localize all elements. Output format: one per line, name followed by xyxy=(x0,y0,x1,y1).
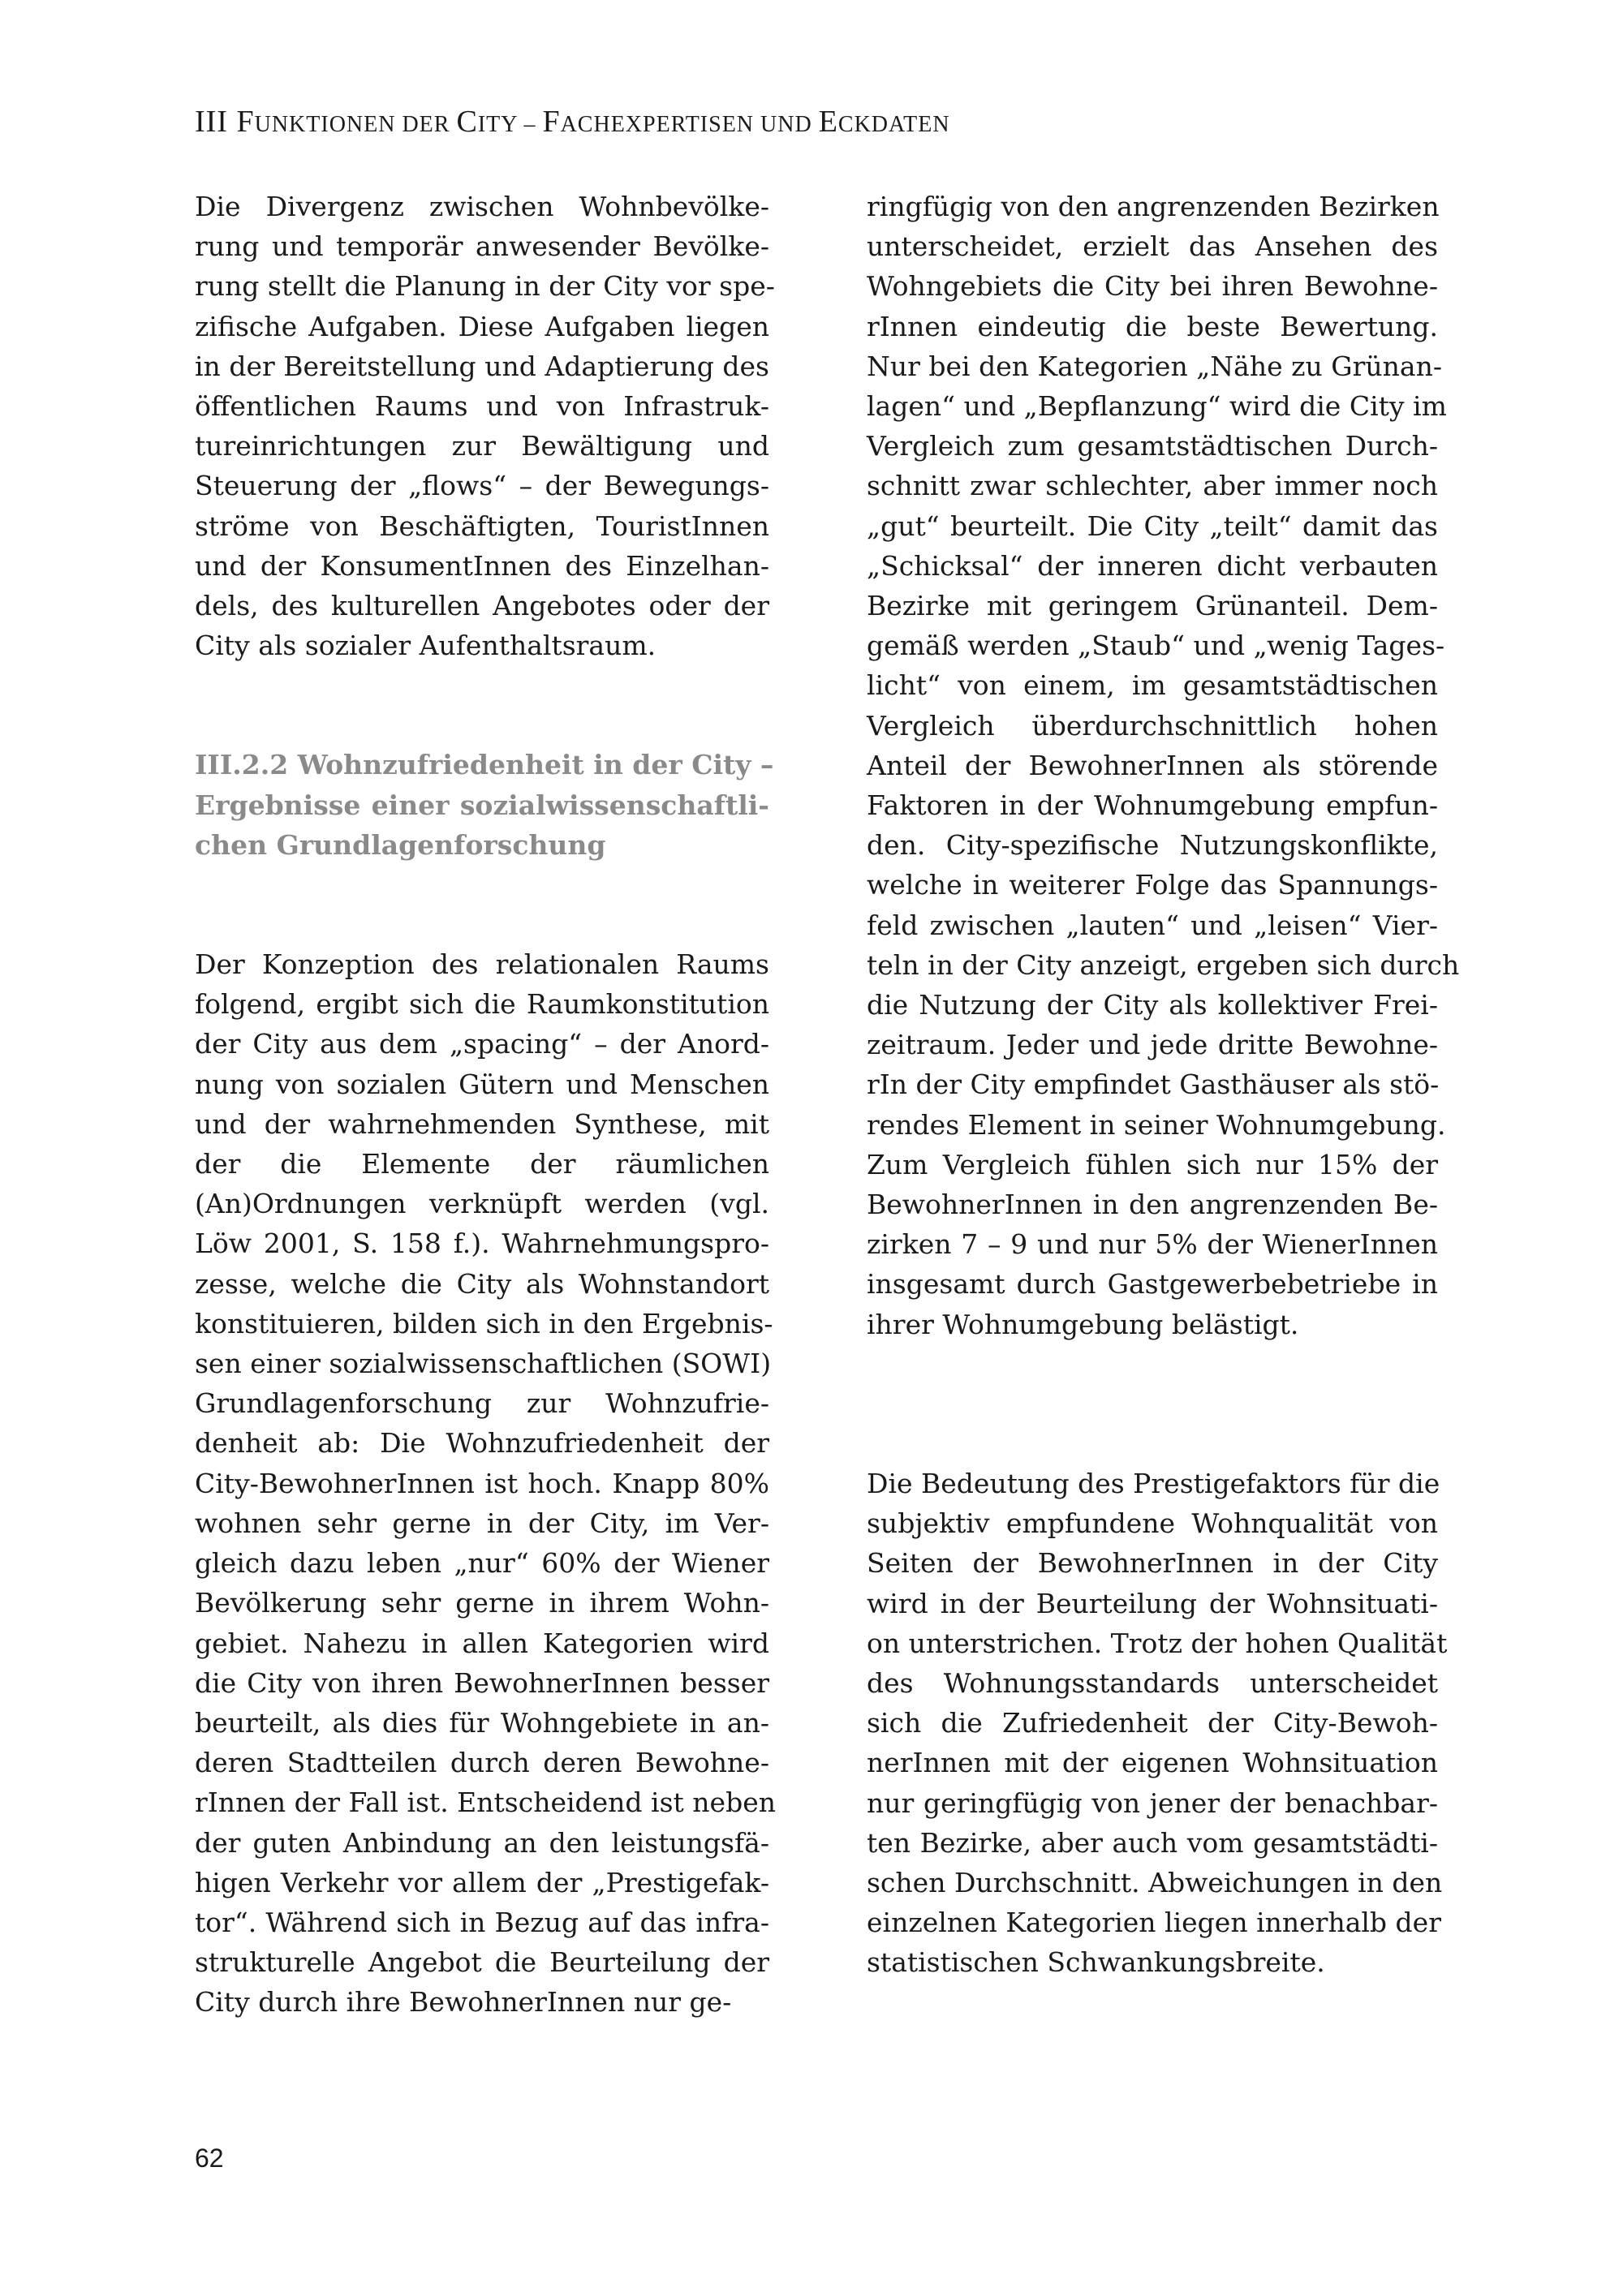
text-line: der City aus dem „spacing“ – der Anord- xyxy=(195,1028,769,1060)
text-line: sich die Zufriedenheit der City-Bewoh- xyxy=(867,1707,1438,1739)
text-line: Zum Vergleich fühlen sich nur 15% der xyxy=(867,1148,1438,1180)
paragraph-continuation xyxy=(867,187,1460,1344)
text-line: Ergebnisse einer sozialwissenschaftli- xyxy=(195,789,769,821)
text-line: tor“. Während sich in Bezug auf das infra- xyxy=(195,1906,769,1938)
text-line: beurteilt, als dies für Wohngebiete in an- xyxy=(195,1706,769,1739)
text-line: des Wohnungsstandards unterscheidet xyxy=(867,1666,1438,1699)
text-line: zesse, welche die City als Wohnstandort xyxy=(195,1267,769,1300)
text-line: dels, des kulturellen Angebotes oder der xyxy=(195,590,769,622)
text-line: rendes Element in seiner Wohnumgebung. xyxy=(867,1108,1446,1141)
text-line: unterscheidet, erzielt das Ansehen des xyxy=(867,230,1438,263)
text-line: Bevölkerung sehr gerne in ihrem Wohn- xyxy=(195,1587,769,1619)
text-line: deren Stadtteilen durch deren Bewohne- xyxy=(195,1747,769,1779)
text-line: rInnen eindeutig die beste Bewertung. xyxy=(867,310,1438,342)
text-line: den. City-spezifische Nutzungskonflikte, xyxy=(867,829,1438,862)
text-line: der die Elemente der räumlichen xyxy=(195,1148,769,1180)
text-line: on unterstrichen. Trotz der hohen Qualität xyxy=(867,1627,1448,1659)
text-line: sen einer sozialwissenschaftlichen (SOWI) xyxy=(195,1348,772,1380)
text-line: zirken 7 – 9 und nur 5% der WienerInnen xyxy=(867,1228,1438,1261)
text-line: ihrer Wohnumgebung belästigt. xyxy=(867,1308,1299,1340)
text-line: City durch ihre BewohnerInnen nur ge- xyxy=(195,1986,732,2019)
text-line: folgend, ergibt sich die Raumkonstitution xyxy=(195,988,769,1021)
running-head: III FUNKTIONEN DER CITY – FACHEXPERTISEN UND ECKDATEN xyxy=(195,105,950,139)
text-line: Löw 2001, S. 158 f.). Wahrnehmungspro- xyxy=(195,1228,769,1260)
text-line: BewohnerInnen in den angrenzenden Be- xyxy=(867,1189,1438,1221)
text-line: feld zwischen „lauten“ und „leisen“ Vier- xyxy=(867,909,1438,941)
text-line: III.2.2 Wohnzufriedenheit in der City – xyxy=(195,749,774,781)
text-line: teln in der City anzeigt, ergeben sich durch xyxy=(867,948,1460,981)
text-line: wohnen sehr gerne in der City, im Ver- xyxy=(195,1507,769,1539)
section-heading xyxy=(195,745,774,865)
text-line: Der Konzeption des relationalen Raums xyxy=(195,948,769,981)
text-line: (An)Ordnungen verknüpft werden (vgl. xyxy=(195,1188,769,1220)
text-line: gebiet. Nahezu in allen Kategorien wird xyxy=(195,1627,769,1659)
text-line: Seiten der BewohnerInnen in der City xyxy=(867,1547,1438,1580)
text-line: rung stellt die Planung in der City vor spe- xyxy=(195,270,775,303)
text-line: rIn der City empfindet Gasthäuser als stö- xyxy=(867,1068,1440,1101)
text-line: rung und temporär anwesender Bevölke- xyxy=(195,230,769,263)
text-line: Steuerung der „flows“ – der Bewegungs- xyxy=(195,470,769,502)
text-line: öffentlichen Raums und von Infrastruk- xyxy=(195,390,769,423)
text-line: denheit ab: Die Wohnzufriedenheit der xyxy=(195,1427,769,1460)
text-line: nur geringfügig von jener der benachbar- xyxy=(867,1786,1438,1819)
left-column xyxy=(195,187,776,2023)
text-line: City als sozialer Aufenthaltsraum. xyxy=(195,630,657,662)
text-line: rInnen der Fall ist. Entscheidend ist neben xyxy=(195,1786,776,1819)
text-line: gemäß werden „Staub“ und „wenig Tages- xyxy=(867,630,1445,662)
text-line: strukturelle Angebot die Beurteilung der xyxy=(195,1946,769,1979)
text-line: „Schicksal“ der inneren dicht verbauten xyxy=(867,549,1438,582)
text-line: nerInnen mit der eigenen Wohnsituation xyxy=(867,1747,1438,1779)
text-line: tureinrichtungen zur Bewältigung und xyxy=(195,430,769,462)
text-line: Die Divergenz zwischen Wohnbevölke- xyxy=(195,191,769,222)
text-line: higen Verkehr vor allem der „Prestigefak- xyxy=(195,1866,769,1898)
page-number: 62 xyxy=(195,2143,224,2173)
paragraph-prestigefaktor xyxy=(867,1464,1448,1983)
text-line: welche in weiterer Folge das Spannungs- xyxy=(867,869,1438,901)
text-line: die Nutzung der City als kollektiver Frei- xyxy=(867,989,1438,1021)
text-line: Vergleich überdurchschnittlich hohen xyxy=(867,709,1438,742)
text-line: in der Bereitstellung und Adaptierung des xyxy=(195,350,769,382)
text-line: ten Bezirke, aber auch vom gesamtstädti- xyxy=(867,1826,1438,1859)
text-line: einzelnen Kategorien liegen innerhalb der xyxy=(867,1907,1441,1939)
text-line: die City von ihren BewohnerInnen besser xyxy=(195,1666,769,1699)
right-column xyxy=(867,187,1460,1983)
text-line: Wohngebiets die City bei ihren Bewohne- xyxy=(867,270,1438,303)
text-line: Grundlagenforschung zur Wohnzufrie- xyxy=(195,1387,769,1420)
text-line: ströme von Beschäftigten, TouristInnen xyxy=(195,510,769,542)
text-line: wird in der Beurteilung der Wohnsituati- xyxy=(867,1587,1438,1619)
text-line: und der KonsumentInnen des Einzelhan- xyxy=(195,549,769,582)
text-line: gleich dazu leben „nur“ 60% der Wiener xyxy=(195,1547,769,1580)
text-line: „gut“ beurteilt. Die City „teilt“ damit das xyxy=(867,510,1438,542)
text-line: zeitraum. Jeder und jede dritte Bewohne- xyxy=(867,1029,1438,1061)
text-line: zifische Aufgaben. Diese Aufgaben liegen xyxy=(195,310,769,342)
text-line: Bezirke mit geringem Grünanteil. Dem- xyxy=(867,590,1438,622)
text-line: lagen“ und „Bepflanzung“ wird die City im xyxy=(867,390,1447,423)
paragraph-divergenz xyxy=(195,187,775,665)
text-line: und der wahrnehmenden Synthese, mit xyxy=(195,1107,769,1140)
text-line: Vergleich zum gesamtstädtischen Durch- xyxy=(867,430,1438,462)
text-line: konstituieren, bilden sich in den Ergebnis- xyxy=(195,1307,773,1339)
text-line: licht“ von einem, im gesamtstädtischen xyxy=(867,669,1438,702)
text-line: schnitt zwar schlechter, aber immer noch xyxy=(867,470,1438,502)
text-line: ringfügig von den angrenzenden Bezirken xyxy=(867,191,1440,222)
text-line: City-BewohnerInnen ist hoch. Knapp 80% xyxy=(195,1467,769,1499)
text-line: Nur bei den Kategorien „Nähe zu Grünan- xyxy=(867,350,1442,382)
text-line: der guten Anbindung an den leistungsfä- xyxy=(195,1826,769,1859)
text-line: insgesamt durch Gastgewerbebetriebe in xyxy=(867,1268,1438,1301)
text-line: Anteil der BewohnerInnen als störende xyxy=(867,749,1438,781)
text-line: schen Durchschnitt. Abweichungen in den xyxy=(867,1866,1443,1898)
paragraph-konzeption xyxy=(195,944,776,2022)
text-line: statistischen Schwankungsbreite. xyxy=(867,1946,1325,1979)
text-line: chen Grundlagenforschung xyxy=(195,828,606,861)
text-line: Faktoren in der Wohnumgebung empfun- xyxy=(867,789,1438,822)
text-line: nung von sozialen Gütern und Menschen xyxy=(195,1068,769,1100)
text-line: subjektiv empfundene Wohnqualität von xyxy=(867,1507,1438,1540)
text-line: Die Bedeutung des Prestigefaktors für die xyxy=(867,1467,1440,1499)
